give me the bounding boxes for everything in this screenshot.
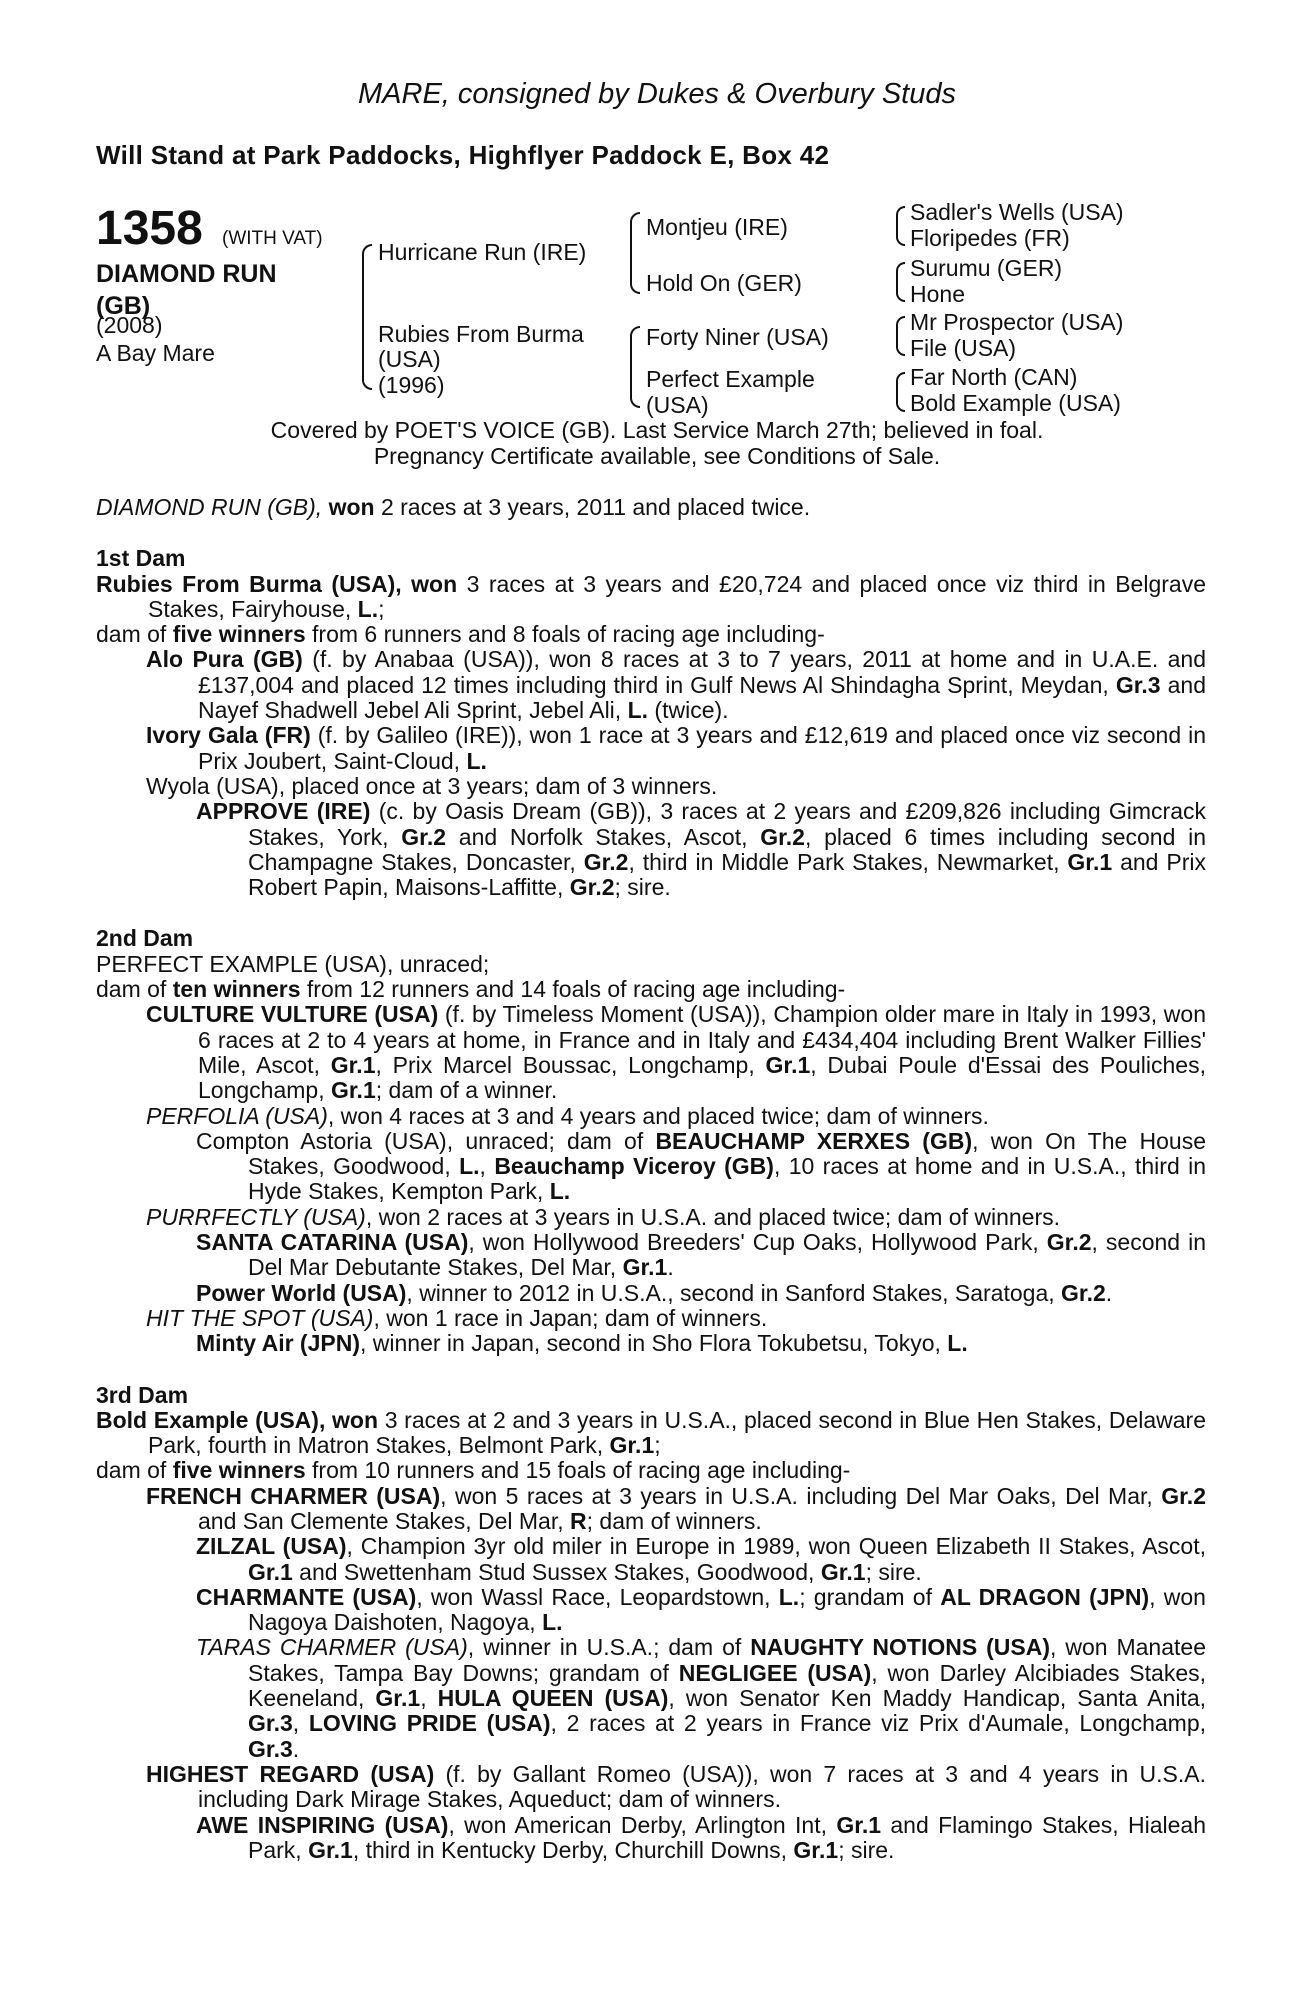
pedigree-brace-ds (896, 316, 905, 356)
list-item: AWE INSPIRING (USA), won American Derby, Arlington Int, Gr.1 and Flamingo Stakes, Hialeah Park, Gr.1, third in Kentucky Derby, Churchill Downs, Gr.1; sire. (196, 1811, 1206, 1863)
pedigree-brace-dam (630, 326, 640, 408)
horse-description: A Bay Mare (96, 340, 215, 366)
dam-sire-dam: File (USA) (910, 335, 1017, 361)
list-item: FRENCH CHARMER (USA), won 5 races at 3 years in U.S.A. including Del Mar Oaks, Del Mar, Gr.2 and San Clemente Stakes, Del Mar, R; dam of winners. (146, 1482, 1206, 1534)
pedigree-brace-ss (896, 206, 905, 246)
list-item: SANTA CATARINA (USA), won Hollywood Breeders' Cup Oaks, Hollywood Park, Gr.2, second in Del Mar Debutante Stakes, Del Mar, Gr.1. (196, 1229, 1206, 1281)
dam-line2: (USA) (378, 346, 441, 372)
dam-sire-sire: Mr Prospector (USA) (910, 309, 1124, 335)
dam-dam-sire: Far North (CAN) (910, 364, 1078, 390)
pedigree-brace-main (362, 244, 372, 390)
produce-record (96, 495, 1206, 1863)
covering-info: Covered by POET'S VOICE (GB). Last Service March 27th; believed in foal. (270, 417, 1044, 443)
list-item: CULTURE VULTURE (USA) (f. by Timeless Moment (USA)), Champion older mare in Italy in 1993, won 6 races at 2 to 4 years at home, in France and in Italy and £434,404 including Brent Walker Fillies' Mile, Ascot, Gr.1, Prix Marcel Boussac, Longchamp, Gr.1, Dubai Poule d'Essai des Pouliches, Longchamp, Gr.1; dam of a winner. (146, 1001, 1206, 1104)
dam-line3: (1996) (378, 372, 445, 398)
list-item: HIGHEST REGARD (USA) (f. by Gallant Romeo (USA)), won 7 races at 3 and 4 years in U.S.A. including Dark Mirage Stakes, Aqueduct; dam of winners. (146, 1760, 1206, 1813)
list-item: APPROVE (IRE) (c. by Oasis Dream (GB)), 3 races at 2 years and £209,826 including Gimcrack Stakes, York, Gr.2 and Norfolk Stakes, Ascot, Gr.2, placed 6 times including second in Champagne Stakes, Doncaster, Gr.2, third in Middle Park Stakes, Newmarket, Gr.1 and Prix Robert Papin, Maisons-Laffitte, Gr.2; sire. (196, 798, 1207, 901)
sire-dam-sire: Surumu (GER) (910, 255, 1063, 281)
horse-name-line1: DIAMOND RUN (96, 260, 277, 288)
intro-line: DIAMOND RUN (GB), won 2 races at 3 years, 2011 and placed twice. (96, 494, 811, 520)
sire-sire-dam: Floripedes (FR) (910, 225, 1070, 251)
stabling-location: Will Stand at Park Paddocks, Highflyer Paddock E, Box 42 (96, 140, 830, 170)
list-item: ZILZAL (USA), Champion 3yr old miler in Europe in 1989, won Queen Elizabeth II Stakes, Ascot, Gr.1 and Swettenham Stud Sussex Stakes, Goodwood, Gr.1; sire. (196, 1533, 1206, 1585)
second-dam-produce: dam of ten winners from 12 runners and 14 foals of racing age including- (96, 976, 846, 1003)
dam-dam-line2: (USA) (646, 392, 709, 418)
sire: Hurricane Run (IRE) (378, 239, 587, 265)
list-item: Compton Astoria (USA), unraced; dam of BEAUCHAMP XERXES (GB), won On The House Stakes, Goodwood, L., Beauchamp Viceroy (GB), 10 races at home and in U.S.A., third in Hyde Stakes, Kempton Park, L. (196, 1127, 1207, 1205)
list-item: Minty Air (JPN), winner in Japan, second in Sho Flora Tokubetsu, Tokyo, L. (196, 1330, 968, 1357)
sire-sire-sire: Sadler's Wells (USA) (910, 199, 1124, 225)
sire-dam-dam: Hone (910, 281, 965, 307)
dam-dam-dam: Bold Example (USA) (910, 390, 1121, 416)
list-item: PERFOLIA (USA), won 4 races at 3 and 4 years and placed twice; dam of winners. (146, 1102, 989, 1129)
list-item: PURRFECTLY (USA), won 2 races at 3 years in U.S.A. and placed twice; dam of winners. (146, 1203, 1060, 1230)
second-dam-heading: 2nd Dam (96, 925, 194, 952)
foaling-year: (2008) (96, 312, 163, 338)
list-item: HIT THE SPOT (USA), won 1 race in Japan; dam of winners. (146, 1304, 768, 1331)
pedigree-brace-sd (896, 262, 905, 302)
sire-dam: Hold On (GER) (646, 270, 802, 296)
list-item: CHARMANTE (USA), won Wassl Race, Leopardstown, L.; grandam of AL DRAGON (JPN), won Nagoya Daishoten, Nagoya, L. (196, 1583, 1206, 1636)
first-dam-heading: 1st Dam (96, 545, 186, 572)
lot-number: 1358 (96, 202, 203, 255)
consignor-heading: MARE, consigned by Dukes & Overbury Studs (358, 78, 956, 110)
first-dam-produce: dam of five winners from 6 runners and 8 foals of racing age including- (96, 621, 825, 648)
third-dam-heading: 3rd Dam (96, 1381, 189, 1408)
dam-dam-line1: Perfect Example (646, 366, 815, 392)
pedigree-brace-sire (630, 212, 640, 294)
list-item: Alo Pura (GB) (f. by Anabaa (USA)), won 8 races at 3 to 7 years, 2011 at home and in U.A.E. and £137,004 and placed 12 times including third in Gulf News Al Shindagha Sprint, Meydan, Gr.3 and Nayef Shadwell Jebel Ali Sprint, Jebel Ali, L. (twice). (146, 646, 1207, 724)
list-item: Power World (USA), winner to 2012 in U.S.A., second in Sanford Stakes, Saratoga, Gr.2. (196, 1279, 1113, 1306)
first-dam-record: Rubies From Burma (USA), won 3 races at 3 years and £20,724 and placed once viz third in Belgrave Stakes, Fairyhouse, L.; (96, 570, 1206, 622)
second-dam-record: PERFECT EXAMPLE (USA), unraced; (96, 950, 490, 977)
dam-sire: Forty Niner (USA) (646, 324, 829, 350)
list-item: TARAS CHARMER (USA), winner in U.S.A.; dam of NAUGHTY NOTIONS (USA), won Manatee Stakes, Tampa Bay Downs; grandam of NEGLIGEE (USA), won Darley Alcibiades Stakes, Keeneland, Gr.1, HULA QUEEN (USA), won Senator Ken Maddy Handicap, Santa Anita, Gr.3, LOVING PRIDE (USA), 2 races at 2 years in France viz Prix d'Aumale, Longchamp, Gr.3. (196, 1634, 1207, 1762)
pedigree-brace-dd (896, 372, 905, 412)
vat-label: (WITH VAT) (222, 228, 323, 249)
pregnancy-info: Pregnancy Certificate available, see Conditions of Sale. (373, 443, 941, 469)
list-item: Ivory Gala (FR) (f. by Galileo (IRE)), won 1 race at 3 years and £12,619 and placed once viz second in Prix Joubert, Saint-Cloud, L. (146, 722, 1206, 774)
dam-line1: Rubies From Burma (378, 321, 584, 347)
list-item: Wyola (USA), placed once at 3 years; dam of 3 winners. (146, 772, 718, 799)
horse-name-line2: (GB) (96, 292, 151, 320)
sire-sire: Montjeu (IRE) (646, 214, 788, 240)
third-dam-record: Bold Example (USA), won 3 races at 2 and 3 years in U.S.A., placed second in Blue Hen Stakes, Delaware Park, fourth in Matron Stakes, Belmont Park, Gr.1; (96, 1406, 1207, 1459)
third-dam-produce: dam of five winners from 10 runners and 15 foals of racing age including- (96, 1457, 851, 1484)
